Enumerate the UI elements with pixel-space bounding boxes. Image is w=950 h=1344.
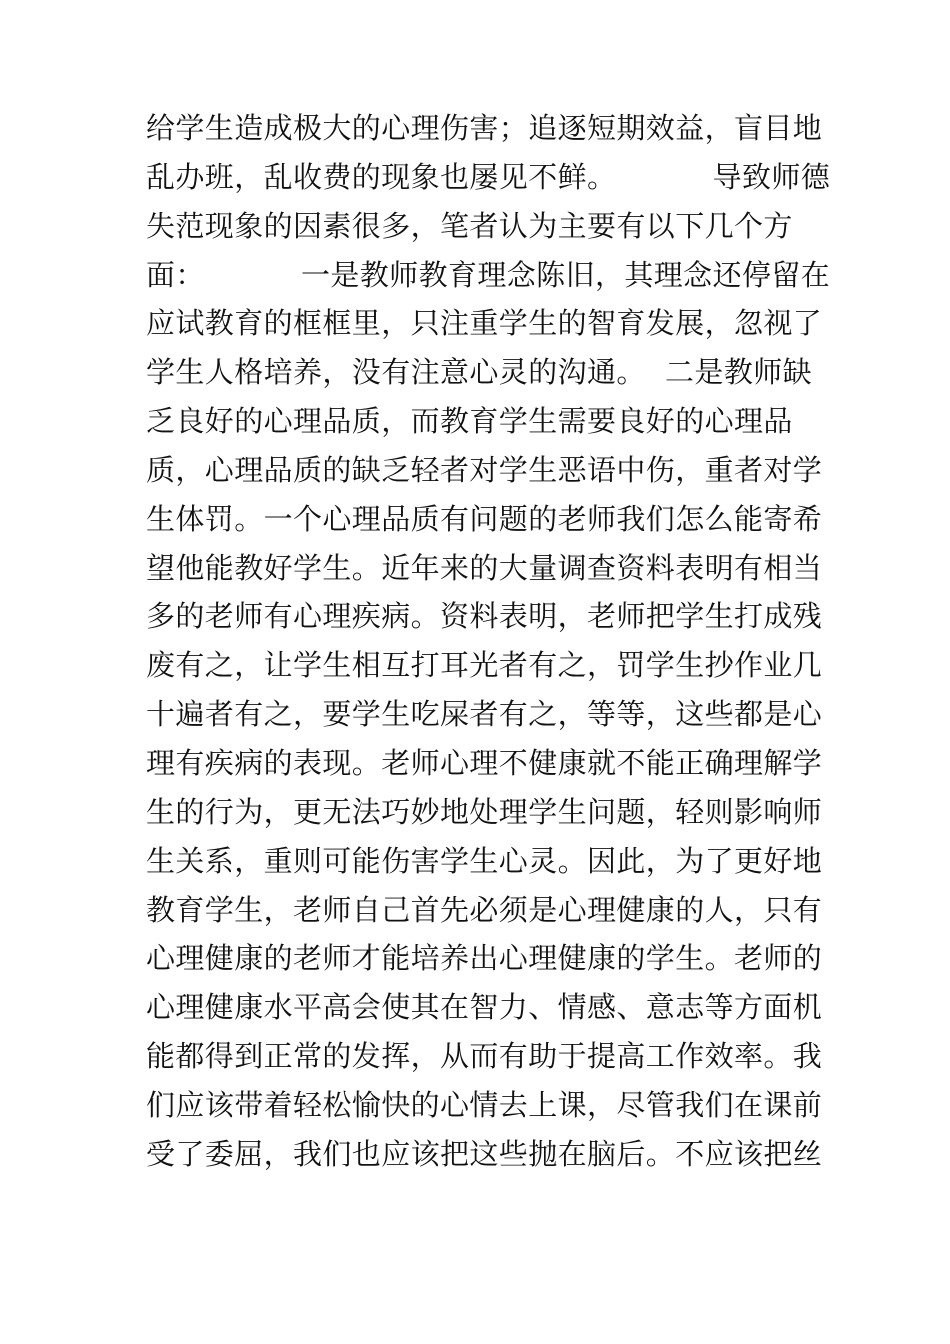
text-line: 应试教育的框框里，只注重学生的智育发展，忽视了 [146, 306, 823, 341]
text-line: 心理健康水平高会使其在智力、情感、意志等方面机 [146, 990, 823, 1025]
text-line: 学生人格培养，没有注意心灵的沟通。 二是教师缺 [146, 355, 813, 390]
text-line: 废有之，让学生相互打耳光者有之，罚学生抄作业几 [146, 648, 823, 683]
text-line: 受了委屈，我们也应该把这些抛在脑后。不应该把丝 [146, 1136, 823, 1171]
text-line: 乏良好的心理品质，而教育学生需要良好的心理品 [146, 404, 793, 439]
text-line: 多的老师有心理疾病。资料表明，老师把学生打成残 [146, 599, 823, 634]
text-line: 乱办班，乱收费的现象也屡见不鲜。 导致师德 [146, 159, 831, 194]
body-text [146, 104, 831, 1179]
text-line: 生关系，重则可能伤害学生心灵。因此，为了更好地 [146, 843, 823, 878]
text-line: 理有疾病的表现。老师心理不健康就不能正确理解学 [146, 745, 823, 780]
text-line: 能都得到正常的发挥，从而有助于提高工作效率。我 [146, 1039, 823, 1074]
text-line: 望他能教好学生。近年来的大量调查资料表明有相当 [146, 550, 823, 585]
text-line: 面： 一是教师教育理念陈旧，其理念还停留在 [146, 257, 831, 292]
text-line: 失范现象的因素很多，笔者认为主要有以下几个方 [146, 208, 793, 243]
text-line: 教育学生，老师自己首先必须是心理健康的人，只有 [146, 892, 823, 927]
text-line: 心理健康的老师才能培养出心理健康的学生。老师的 [146, 941, 823, 976]
text-line: 生的行为，更无法巧妙地处理学生问题，轻则影响师 [146, 794, 823, 829]
text-line: 质，心理品质的缺乏轻者对学生恶语中伤，重者对学 [146, 452, 823, 487]
text-line: 们应该带着轻松愉快的心情去上课，尽管我们在课前 [146, 1087, 823, 1122]
text-line: 十遍者有之，要学生吃屎者有之，等等，这些都是心 [146, 697, 823, 732]
text-line: 生体罚。一个心理品质有问题的老师我们怎么能寄希 [146, 501, 823, 536]
text-line: 给学生造成极大的心理伤害；追逐短期效益，盲目地 [146, 111, 823, 145]
